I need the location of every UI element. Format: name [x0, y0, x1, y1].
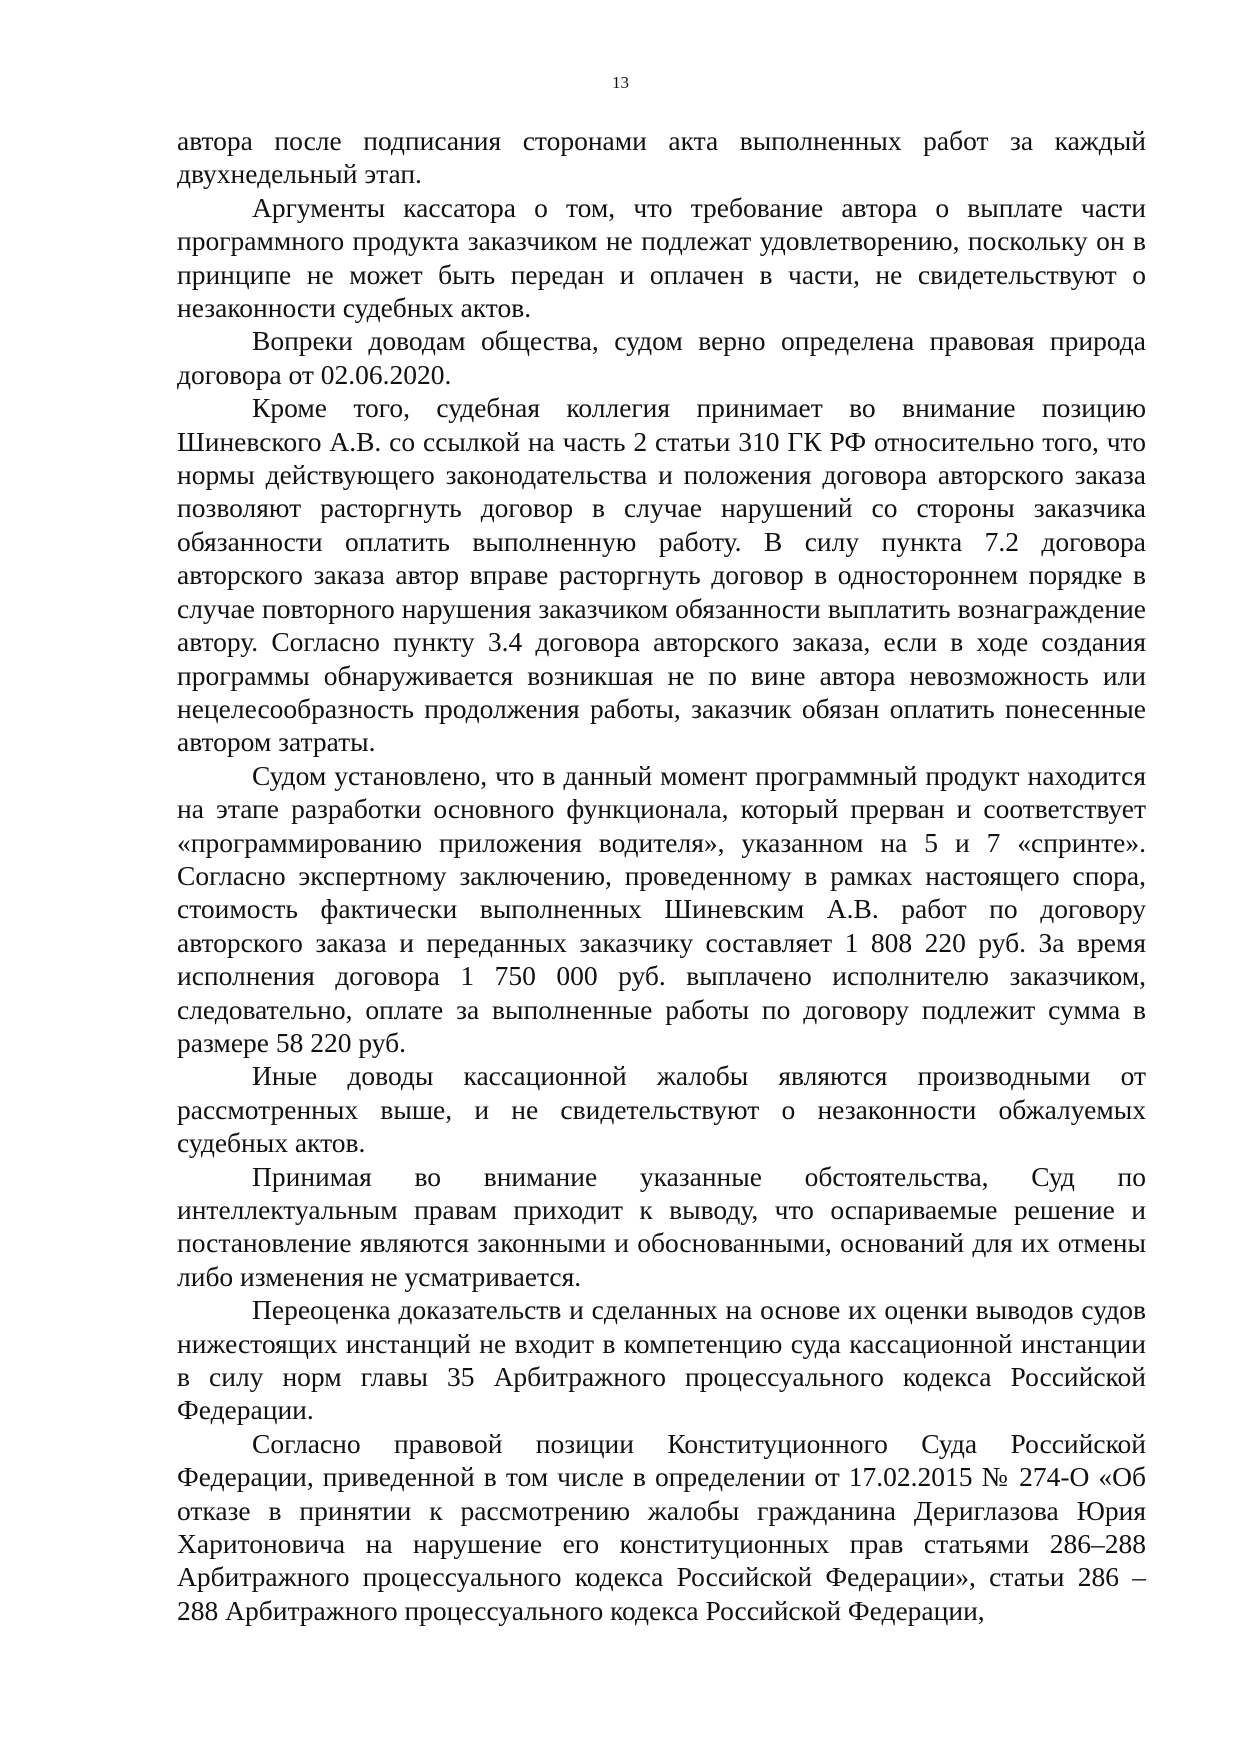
paragraph-other-arguments: Иные доводы кассационной жалобы являются производными от рассмотренных выше, и не свидетельствуют о незаконности обжалуемых судебных актов. — [177, 1060, 1146, 1159]
paragraph-cassator-arguments: Аргументы кассатора о том, что требование автора о выплате части программного продукта заказчиком не подлежат удовлетворению, поскольку он в принципе не может быть передан и оплачен в части, не свидетельствуют о незаконности судебных актов. — [177, 191, 1146, 324]
paragraph-legal-nature: Вопреки доводам общества, судом верно определена правовая природа договора от 02.06.2020. — [177, 325, 1146, 390]
document-body — [177, 124, 1146, 1627]
paragraph-continuation: автора после подписания сторонами акта выполненных работ за каждый двухнедельный этап. — [177, 125, 1146, 190]
paragraph-reassessment: Переоценка доказательств и сделанных на основе их оценки выводов судов нижестоящих инстанций не входит в компетенцию суда кассационной инстанции в силу норм главы 35 Арбитражного процессуального кодекса Российской Федерации. — [177, 1294, 1146, 1426]
paragraph-author-position: Кроме того, судебная коллегия принимает во внимание позицию Шиневского А.В. со ссылкой на часть 2 статьи 310 ГК РФ относительно того, что нормы действующего законодательства и положения договора авторского заказа позволяют расторгнуть договор в случае нарушений со стороны заказчика обязанности оплатить выполненную работу. В силу пункта 7.2 договора авторского заказа автор вправе расторгнуть договор в одностороннем порядке в случае повторного нарушения заказчиком обязанности выплатить вознаграждение автору. Согласно пункту 3.4 договора авторского заказа, если в ходе создания программы обнаруживается возникшая не по вине автора невозможность или нецелесообразность продолжения работы, заказчик обязан оплатить понесенные автором затраты. — [177, 392, 1146, 758]
page-number: 13 — [612, 73, 629, 92]
paragraph-court-findings: Судом установлено, что в данный момент программный продукт находится на этапе разработки основного функционала, который прерван и соответствует «программированию приложения водителя», указанном на 5 и 7 «спринте». Согласно экспертному заключению, проведенному в рамках настоящего спора, стоимость фактически выполненных Шиневским А.В. работ по договору авторского заказа и переданных заказчику составляет 1 808 220 руб. За время исполнения договора 1 750 000 руб. выплачено исполнителю заказчиком, следовательно, оплате за выполненные работы по договору подлежит сумма в размере 58 220 руб. — [177, 759, 1146, 1058]
paragraph-constitutional-court: Согласно правовой позиции Конституционного Суда Российской Федерации, приведенной в том числе в определении от 17.02.2015 № 274-О «Об отказе в принятии к рассмотрению жалобы гражданина Дериглазова Юрия Харитоновича на нарушение его конституционных прав статьями 286–288 Арбитражного процессуального кодекса Российской Федерации», статьи 286 – 288 Арбитражного процессуального кодекса Российской Федерации, — [177, 1427, 1146, 1626]
paragraph-conclusion: Принимая во внимание указанные обстоятельства, Суд по интеллектуальным правам приходит к выводу, что оспариваемые решение и постановление являются законными и обоснованными, оснований для их отмены либо изменения не усматривается. — [177, 1160, 1146, 1292]
